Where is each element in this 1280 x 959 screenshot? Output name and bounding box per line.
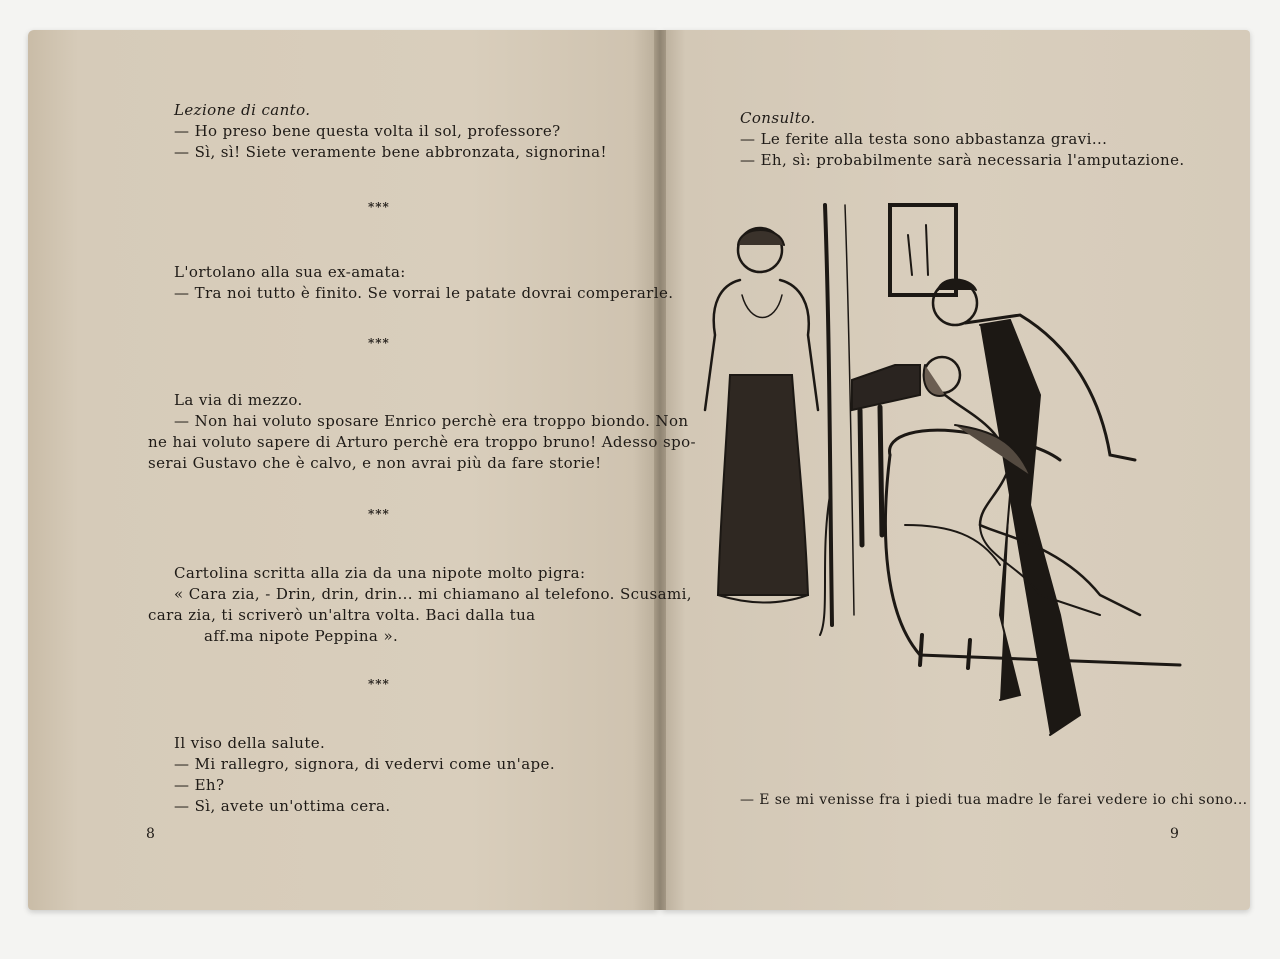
joke-title-2: L'ortolano alla sua ex-amata: <box>174 263 406 281</box>
joke-line: — Mi rallegro, signora, di vedervi come un'ape. <box>174 755 555 773</box>
joke-title-3: La via di mezzo. <box>174 391 303 409</box>
joke-line: — Ho preso bene questa volta il sol, professore? <box>174 122 561 140</box>
joke-line: — Eh, sì: probabilmente sarà necessaria l'amputazione. <box>740 151 1185 169</box>
joke-line: ne hai voluto sapere di Arturo perchè era troppo bruno! Adesso spo- <box>148 433 696 451</box>
joke-title-4: Cartolina scritta alla zia da una nipote molto pigra: <box>174 564 586 582</box>
joke-line: serai Gustavo che è calvo, e non avrai più da fare storie! <box>148 454 602 472</box>
joke-line: — Eh? <box>174 776 225 794</box>
joke-title-5: Il viso della salute. <box>174 734 326 752</box>
illustration-caption: — E se mi venisse fra i piedi tua madre le farei vedere io chi sono... <box>740 792 1248 808</box>
separator-stars: *** <box>368 200 390 214</box>
joke-line: — Tra noi tutto è finito. Se vorrai le patate dovrai comperarle. <box>174 284 674 302</box>
joke-line: — Sì, avete un'ottima cera. <box>174 797 391 815</box>
joke-line: — Le ferite alla testa sono abbastanza gravi... <box>740 130 1108 148</box>
joke-line: aff.ma nipote Peppina ». <box>204 627 399 645</box>
joke-title-1: Lezione di canto. <box>174 101 311 119</box>
cartoon-illustration <box>680 195 1200 785</box>
separator-stars: *** <box>368 507 390 521</box>
page-number-left: 8 <box>146 826 155 842</box>
separator-stars: *** <box>368 677 390 691</box>
joke-line: « Cara zia, - Drin, drin, drin... mi chiamano al telefono. Scusami, <box>174 585 692 603</box>
joke-line: — Non hai voluto sposare Enrico perchè era troppo biondo. Non <box>174 412 689 430</box>
joke-line: — Sì, sì! Siete veramente bene abbronzata, signorina! <box>174 143 607 161</box>
joke-line: cara zia, ti scriverò un'altra volta. Baci dalla tua <box>148 606 536 624</box>
joke-title-consulto: Consulto. <box>740 109 816 127</box>
page-number-right: 9 <box>1170 826 1179 842</box>
separator-stars: *** <box>368 336 390 350</box>
book-gutter <box>654 30 666 910</box>
